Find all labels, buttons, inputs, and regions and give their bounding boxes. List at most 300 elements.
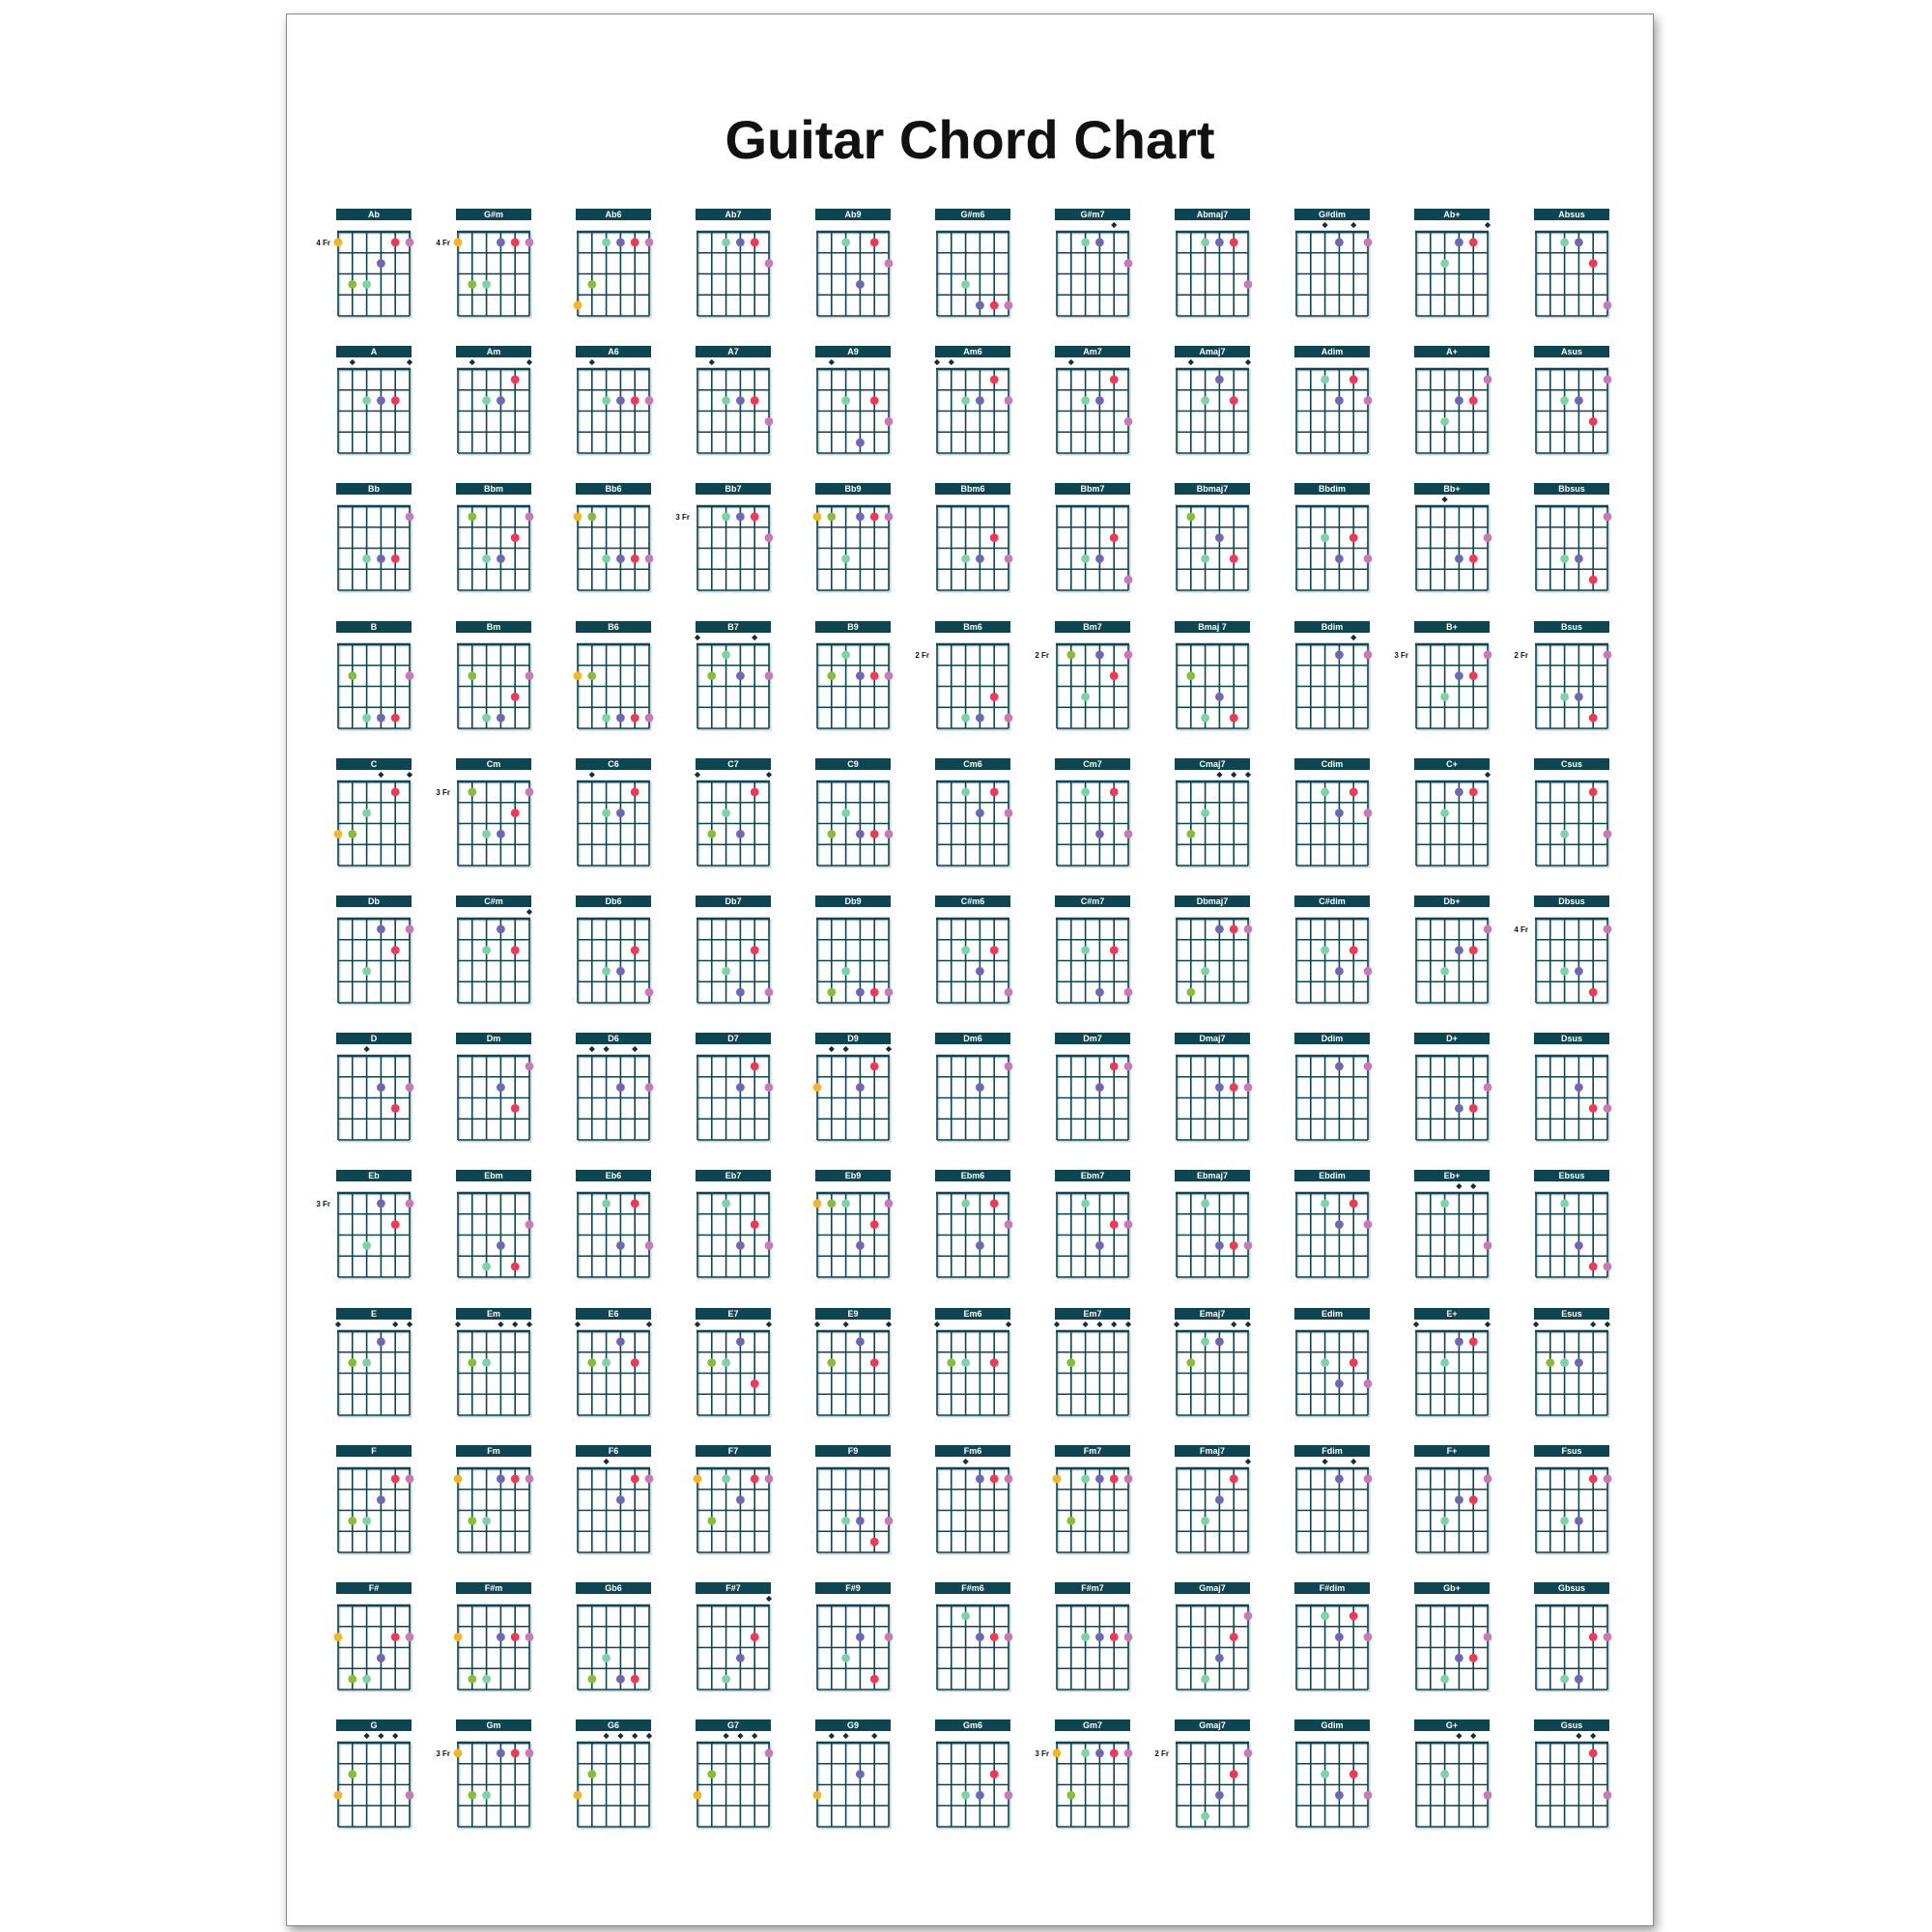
muted-string-marker — [1590, 1733, 1596, 1739]
finger-dot — [1575, 396, 1583, 405]
finger-dot — [1335, 1221, 1344, 1230]
finger-dot — [856, 280, 865, 289]
fretboard — [548, 1719, 652, 1855]
fretboard-shadow — [580, 1745, 651, 1829]
finger-dot — [765, 1241, 774, 1250]
muted-string-marker — [842, 1321, 848, 1326]
finger-dot — [526, 1474, 534, 1483]
fretboard-shadow — [939, 921, 1010, 1005]
fretboard — [1266, 209, 1371, 344]
finger-dot — [751, 1474, 759, 1483]
muted-string-marker — [1533, 1321, 1539, 1326]
finger-dot — [1484, 1791, 1492, 1800]
fretboard-shadow — [460, 645, 531, 729]
finger-dot — [1604, 830, 1612, 838]
fretboard — [787, 1170, 892, 1305]
chord-name: Abmaj7 — [1175, 209, 1250, 220]
finger-dot — [602, 967, 611, 976]
fretboard-shadow — [340, 371, 412, 455]
finger-dot — [1230, 554, 1238, 563]
finger-dot — [1321, 946, 1329, 954]
finger-dot — [631, 396, 639, 405]
finger-dot — [616, 1241, 625, 1250]
chord-diagram — [548, 895, 652, 1031]
chord-name: B9 — [815, 621, 891, 633]
finger-dot — [1604, 376, 1612, 384]
finger-dot — [1589, 787, 1598, 796]
finger-dot — [1321, 534, 1329, 543]
fretboard-shadow — [1538, 234, 1609, 318]
fretboard — [1506, 1445, 1610, 1580]
muted-string-marker — [589, 359, 595, 365]
muted-string-marker — [603, 1459, 609, 1464]
chord-name: F7 — [696, 1445, 771, 1457]
muted-string-marker — [1485, 772, 1491, 778]
finger-dot — [497, 830, 505, 838]
muted-string-marker — [1111, 222, 1117, 228]
fretboard — [1506, 209, 1610, 344]
finger-dot — [511, 1474, 520, 1483]
chord-diagram — [1266, 621, 1371, 756]
chord-diagram — [1506, 621, 1610, 756]
finger-dot — [468, 787, 476, 796]
finger-dot — [1335, 967, 1344, 976]
chord-diagram — [668, 758, 772, 894]
fretboard — [1386, 1170, 1491, 1305]
muted-string-marker — [1216, 772, 1222, 778]
chord-name: F#7 — [696, 1582, 771, 1594]
chord-diagram — [1147, 1308, 1251, 1443]
fretboard — [787, 758, 892, 894]
chord-name: Bbsus — [1534, 483, 1609, 495]
chord-name: Bb6 — [576, 483, 651, 495]
finger-dot — [348, 1517, 356, 1525]
finger-dot — [468, 280, 476, 289]
finger-dot — [990, 1358, 999, 1367]
finger-dot — [736, 988, 745, 997]
finger-dot — [1364, 809, 1373, 817]
finger-dot — [694, 1474, 702, 1483]
finger-dot — [391, 396, 400, 405]
fretboard-shadow — [340, 508, 412, 592]
muted-string-marker — [1470, 1733, 1476, 1739]
finger-dot — [990, 787, 999, 796]
finger-dot — [736, 671, 745, 680]
fretboard-shadow — [580, 1058, 651, 1142]
finger-dot — [631, 1358, 639, 1367]
muted-string-marker — [1231, 1321, 1236, 1326]
fretboard-shadow — [1418, 1058, 1490, 1142]
chord-name: C#m — [456, 895, 531, 907]
chord-diagram — [1506, 1445, 1610, 1580]
finger-dot — [1095, 1241, 1104, 1250]
fret-position-label: 3 Fr — [1035, 1749, 1049, 1759]
chord-name: Fm7 — [1055, 1445, 1130, 1457]
finger-dot — [961, 1358, 970, 1367]
fretboard — [548, 1445, 652, 1580]
finger-dot — [736, 830, 745, 838]
finger-dot — [1560, 1517, 1569, 1525]
finger-dot — [765, 988, 774, 997]
fretboard-shadow — [1298, 371, 1370, 455]
chord-diagram — [907, 1582, 1011, 1718]
finger-dot — [1215, 534, 1224, 543]
fretboard-shadow — [1298, 1058, 1370, 1142]
finger-dot — [990, 693, 999, 701]
chord-name: F9 — [815, 1445, 891, 1457]
finger-dot — [1095, 830, 1104, 838]
chord-name: D6 — [576, 1033, 651, 1044]
muted-string-marker — [603, 1046, 609, 1052]
fretboard — [1386, 1308, 1491, 1443]
fretboard — [428, 1582, 532, 1718]
finger-dot — [348, 1358, 356, 1367]
muted-string-marker — [886, 1046, 892, 1052]
finger-dot — [616, 1675, 625, 1684]
muted-string-marker — [1245, 359, 1251, 365]
finger-dot — [406, 671, 414, 680]
chord-diagram — [1506, 483, 1610, 618]
fretboard-shadow — [1538, 1745, 1609, 1829]
chord-diagram — [1027, 1719, 1131, 1855]
chord-diagram — [548, 1445, 652, 1580]
fretboard — [668, 1308, 772, 1443]
fretboard — [428, 1445, 532, 1580]
finger-dot — [1335, 1379, 1344, 1388]
fretboard — [308, 1170, 412, 1305]
chord-diagram — [1147, 895, 1251, 1031]
finger-dot — [1335, 809, 1344, 817]
finger-dot — [1215, 1241, 1224, 1250]
finger-dot — [990, 534, 999, 543]
muted-string-marker — [695, 634, 700, 639]
fretboard — [1506, 1719, 1610, 1855]
finger-dot — [1005, 809, 1013, 817]
finger-dot — [377, 1495, 385, 1504]
chord-diagram — [668, 1582, 772, 1718]
chord-name: B6 — [576, 621, 651, 633]
chord-name: Gm — [456, 1719, 531, 1731]
fretboard-shadow — [1418, 921, 1490, 1005]
chord-diagram — [907, 758, 1011, 894]
chord-name: Bbm — [456, 483, 531, 495]
fretboard — [1027, 209, 1131, 344]
chord-name: Bb7 — [696, 483, 771, 495]
finger-dot — [526, 1221, 534, 1230]
fretboard-shadow — [1179, 1058, 1250, 1142]
finger-dot — [765, 417, 774, 426]
fret-position-label: 3 Fr — [675, 513, 690, 523]
chord-diagram — [787, 1033, 892, 1168]
finger-dot — [841, 967, 850, 976]
chord-name: Esus — [1534, 1308, 1609, 1320]
finger-dot — [1201, 554, 1209, 563]
chord-name: Bm7 — [1055, 621, 1130, 633]
finger-dot — [1350, 1200, 1358, 1208]
finger-dot — [1186, 1358, 1195, 1367]
fretboard-shadow — [460, 1195, 531, 1279]
finger-dot — [736, 1083, 745, 1092]
fretboard-shadow — [1418, 1195, 1490, 1279]
chord-name: B7 — [696, 621, 771, 633]
chord-name: Bbm7 — [1055, 483, 1130, 495]
chord-diagram — [1266, 1308, 1371, 1443]
finger-dot — [1215, 924, 1224, 933]
muted-string-marker — [1485, 222, 1491, 228]
finger-dot — [813, 1200, 822, 1208]
finger-dot — [1244, 924, 1253, 933]
chord-name: E — [336, 1308, 412, 1320]
fretboard — [1147, 483, 1251, 618]
fretboard-shadow — [1418, 1607, 1490, 1691]
muted-string-marker — [1576, 1733, 1581, 1739]
finger-dot — [736, 1654, 745, 1662]
finger-dot — [1484, 924, 1492, 933]
finger-dot — [468, 1675, 476, 1684]
finger-dot — [377, 924, 385, 933]
finger-dot — [482, 1263, 491, 1271]
chord-name: E9 — [815, 1308, 891, 1320]
finger-dot — [870, 238, 879, 246]
finger-dot — [482, 713, 491, 722]
fretboard — [428, 209, 532, 344]
muted-string-marker — [695, 772, 700, 778]
finger-dot — [1186, 988, 1195, 997]
chord-name: Ebm7 — [1055, 1170, 1130, 1181]
finger-dot — [631, 1675, 639, 1684]
chord-diagram — [1147, 1719, 1251, 1855]
fretboard-shadow — [939, 234, 1010, 318]
chord-name: G — [336, 1719, 412, 1731]
chord-diagram — [1027, 1582, 1131, 1718]
chord-name: C — [336, 758, 412, 770]
finger-dot — [1201, 1812, 1209, 1821]
finger-dot — [391, 713, 400, 722]
chord-name: Ab7 — [696, 209, 771, 220]
fretboard — [1386, 346, 1491, 481]
fretboard-shadow — [340, 234, 412, 318]
chord-diagram — [548, 621, 652, 756]
fretboard — [1027, 621, 1131, 756]
muted-string-marker — [723, 1733, 728, 1739]
chord-name: Em6 — [935, 1308, 1010, 1320]
finger-dot — [645, 988, 654, 997]
muted-string-marker — [632, 1046, 638, 1052]
finger-dot — [377, 1200, 385, 1208]
chord-name: Fmaj7 — [1175, 1445, 1250, 1457]
finger-dot — [362, 554, 371, 563]
fretboard-shadow — [1298, 234, 1370, 318]
finger-dot — [1230, 924, 1238, 933]
chord-diagram — [1027, 621, 1131, 756]
finger-dot — [1066, 1791, 1075, 1800]
finger-dot — [976, 554, 984, 563]
chord-name: Bmaj 7 — [1175, 621, 1250, 633]
fretboard-shadow — [580, 1469, 651, 1553]
muted-string-marker — [1441, 497, 1447, 502]
fretboard-shadow — [340, 645, 412, 729]
finger-dot — [1604, 1791, 1612, 1800]
finger-dot — [616, 967, 625, 976]
finger-dot — [1124, 1749, 1133, 1758]
finger-dot — [870, 1538, 879, 1547]
fretboard-shadow — [1538, 921, 1609, 1005]
finger-dot — [1215, 1495, 1224, 1504]
finger-dot — [990, 376, 999, 384]
finger-dot — [1005, 1221, 1013, 1230]
chord-name: Bdim — [1294, 621, 1370, 633]
chord-diagram — [308, 1445, 412, 1580]
chord-name: Csus — [1534, 758, 1609, 770]
chord-diagram — [1027, 1033, 1131, 1168]
chord-name: Db — [336, 895, 412, 907]
finger-dot — [631, 1200, 639, 1208]
finger-dot — [707, 1358, 716, 1367]
finger-dot — [870, 830, 879, 838]
finger-dot — [1589, 417, 1598, 426]
chord-diagram — [428, 483, 532, 618]
finger-dot — [1215, 1083, 1224, 1092]
chord-diagram — [668, 346, 772, 481]
finger-dot — [841, 650, 850, 659]
chord-diagram — [787, 483, 892, 618]
finger-dot — [1124, 1633, 1133, 1641]
muted-string-marker — [1350, 634, 1356, 639]
fretboard — [1386, 483, 1491, 618]
finger-dot — [1124, 576, 1133, 584]
muted-string-marker — [1321, 222, 1327, 228]
finger-dot — [1110, 1749, 1119, 1758]
muted-string-marker — [603, 1733, 609, 1739]
finger-dot — [1124, 417, 1133, 426]
chord-diagram — [428, 621, 532, 756]
fretboard-shadow — [1179, 1745, 1250, 1829]
chord-name: F6 — [576, 1445, 651, 1457]
fretboard — [907, 209, 1011, 344]
fretboard — [1147, 1582, 1251, 1718]
finger-dot — [827, 671, 836, 680]
finger-dot — [1440, 1675, 1449, 1684]
finger-dot — [722, 238, 730, 246]
fretboard-shadow — [1418, 371, 1490, 455]
chord-diagram — [1147, 758, 1251, 894]
finger-dot — [1364, 238, 1373, 246]
muted-string-marker — [646, 1321, 652, 1326]
muted-string-marker — [526, 359, 532, 365]
fretboard — [548, 483, 652, 618]
finger-dot — [1440, 417, 1449, 426]
chord-name: Bbm6 — [935, 483, 1010, 495]
fretboard — [907, 1170, 1011, 1305]
chord-diagram — [548, 209, 652, 344]
fretboard — [548, 346, 652, 481]
finger-dot — [1364, 1791, 1373, 1800]
fretboard-shadow — [1538, 1332, 1609, 1416]
finger-dot — [1350, 534, 1358, 543]
fret-position-label: 4 Fr — [316, 238, 330, 247]
finger-dot — [391, 238, 400, 246]
finger-dot — [645, 713, 654, 722]
chord-diagram — [907, 621, 1011, 756]
fretboard — [428, 1170, 532, 1305]
fretboard — [907, 1308, 1011, 1443]
finger-dot — [841, 238, 850, 246]
finger-dot — [511, 809, 520, 817]
finger-dot — [751, 1633, 759, 1641]
finger-dot — [482, 1517, 491, 1525]
chord-diagram — [1147, 483, 1251, 618]
finger-dot — [870, 1221, 879, 1230]
finger-dot — [377, 1083, 385, 1092]
fretboard — [787, 346, 892, 481]
fretboard — [428, 346, 532, 481]
finger-dot — [722, 513, 730, 522]
finger-dot — [377, 259, 385, 268]
chord-diagram — [787, 758, 892, 894]
finger-dot — [885, 1200, 894, 1208]
chord-name: Ebsus — [1534, 1170, 1609, 1181]
chord-diagram — [1266, 1719, 1371, 1855]
finger-dot — [1066, 650, 1075, 659]
fretboard-shadow — [939, 1195, 1010, 1279]
finger-dot — [1575, 1241, 1583, 1250]
finger-dot — [631, 787, 639, 796]
fretboard-shadow — [939, 508, 1010, 592]
fretboard — [787, 1445, 892, 1580]
fretboard — [1506, 1170, 1610, 1305]
chord-name: Eb+ — [1414, 1170, 1490, 1181]
finger-dot — [1440, 693, 1449, 701]
finger-dot — [1469, 554, 1478, 563]
fretboard-shadow — [939, 1332, 1010, 1416]
chord-diagram — [1386, 895, 1491, 1031]
finger-dot — [765, 259, 774, 268]
finger-dot — [1469, 1104, 1478, 1113]
finger-dot — [645, 1474, 654, 1483]
fretboard-shadow — [1179, 234, 1250, 318]
chord-diagram — [548, 758, 652, 894]
chord-name: B+ — [1414, 621, 1490, 633]
chord-name: G9 — [815, 1719, 891, 1731]
finger-dot — [1124, 988, 1133, 997]
chord-diagram — [1266, 895, 1371, 1031]
finger-dot — [1440, 1358, 1449, 1367]
finger-dot — [1484, 650, 1492, 659]
chord-name: Dsus — [1534, 1033, 1609, 1044]
finger-dot — [1604, 924, 1612, 933]
finger-dot — [497, 713, 505, 722]
finger-dot — [885, 988, 894, 997]
finger-dot — [736, 396, 745, 405]
finger-dot — [587, 1675, 596, 1684]
finger-dot — [885, 417, 894, 426]
finger-dot — [976, 1791, 984, 1800]
chord-name: Em7 — [1055, 1308, 1130, 1320]
finger-dot — [526, 787, 534, 796]
muted-string-marker — [575, 1321, 581, 1326]
finger-dot — [841, 809, 850, 817]
chord-name: Gm6 — [935, 1719, 1010, 1731]
fretboard-shadow — [819, 1469, 891, 1553]
chord-diagram — [907, 1033, 1011, 1168]
fretboard-shadow — [1538, 782, 1609, 867]
finger-dot — [961, 1200, 970, 1208]
chord-diagram — [668, 1033, 772, 1168]
fretboard — [1027, 1170, 1131, 1305]
finger-dot — [976, 1474, 984, 1483]
finger-dot — [631, 554, 639, 563]
chord-diagram — [1506, 1033, 1610, 1168]
